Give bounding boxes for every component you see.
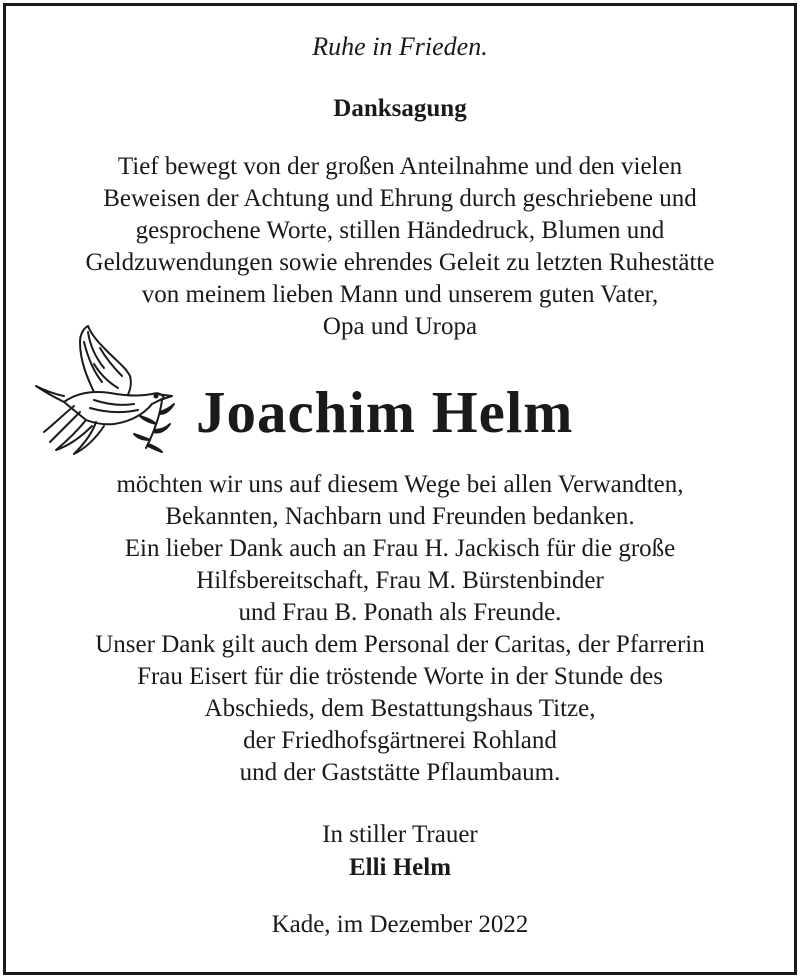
thanks-line: Hilfsbereitschaft, Frau M. Bürstenbinder bbox=[196, 567, 604, 594]
intro-line: Tief bewegt von der großen Anteilnahme und den vielen bbox=[117, 153, 683, 180]
thanks-line: Ein lieber Dank auch an Frau H. Jackisch für die große bbox=[124, 535, 676, 562]
intro-line: Beweisen der Achtung und Ehrung durch geschriebene und bbox=[103, 185, 697, 212]
signer-name: Elli Helm bbox=[348, 854, 452, 881]
thanks-line: der Friedhofsgärtnerei Rohland bbox=[243, 727, 557, 754]
thanks-line: und der Gaststätte Pflaumbaum. bbox=[239, 759, 561, 786]
dove-with-olive-branch-icon bbox=[34, 324, 184, 458]
thanks-line: Unser Dank gilt auch dem Personal der Caritas, der Pfarrerin bbox=[95, 631, 705, 658]
thanks-paragraph bbox=[6, 469, 794, 789]
intro-paragraph bbox=[6, 151, 794, 343]
motto: Ruhe in Frieden. bbox=[312, 32, 488, 61]
thanks-line: möchten wir uns auf diesem Wege bei allen Verwandten, bbox=[116, 471, 684, 498]
heading: Danksagung bbox=[333, 95, 467, 122]
obituary-notice bbox=[3, 3, 797, 975]
place-and-date: Kade, im Dezember 2022 bbox=[271, 911, 529, 938]
intro-line: von meinem lieben Mann und unserem guten Vater, bbox=[141, 281, 659, 308]
deceased-name: Joachim Helm bbox=[196, 379, 574, 445]
thanks-line: und Frau B. Ponath als Freunde. bbox=[238, 599, 562, 626]
thanks-line: Bekannten, Nachbarn und Freunden bedanken. bbox=[165, 503, 635, 530]
intro-line: Opa und Uropa bbox=[322, 313, 478, 340]
mourning-phrase: In stiller Trauer bbox=[322, 821, 478, 848]
intro-line: gesprochene Worte, stillen Händedruck, Blumen und bbox=[135, 217, 665, 244]
thanks-line: Abschieds, dem Bestattungshaus Titze, bbox=[204, 695, 596, 722]
thanks-line: Frau Eisert für die tröstende Worte in der Stunde des bbox=[137, 663, 663, 690]
intro-line: Geldzuwendungen sowie ehrendes Geleit zu letzten Ruhestätte bbox=[85, 249, 715, 276]
